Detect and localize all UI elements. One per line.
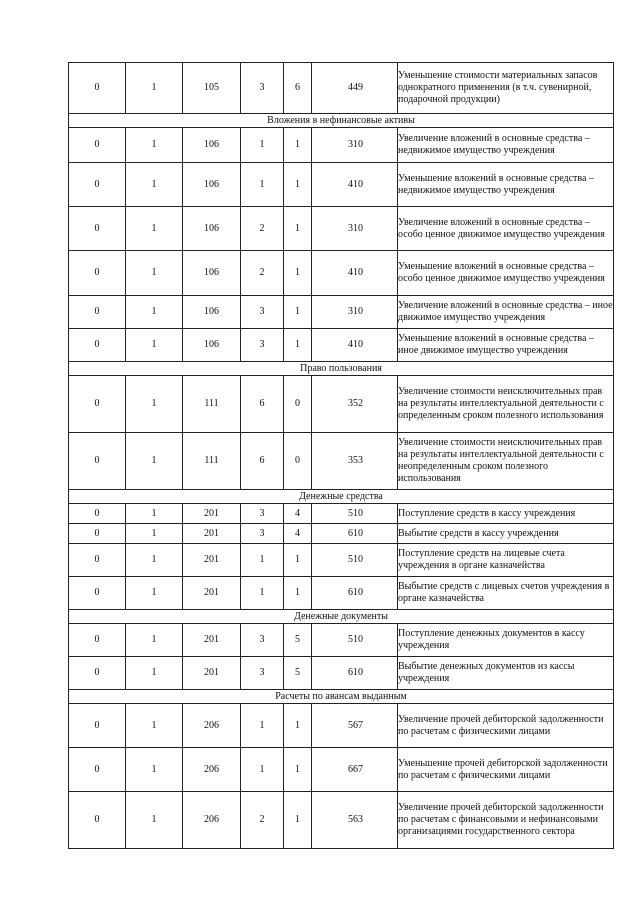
col-kfo: 0 bbox=[69, 624, 126, 657]
col-account: 201 bbox=[183, 504, 241, 524]
col-account: 111 bbox=[183, 376, 241, 433]
col-description: Выбытие средств в кассу учреждения bbox=[398, 524, 614, 544]
col-group: 1 bbox=[241, 748, 284, 792]
col-kfo: 0 bbox=[69, 251, 126, 296]
col-type: 1 bbox=[284, 704, 312, 748]
col-kosgu: 310 bbox=[312, 128, 398, 163]
col-kosgu: 563 bbox=[312, 792, 398, 849]
col-description: Уменьшение вложений в основные средства – особо ценное движимое имущество учреждения bbox=[398, 251, 614, 296]
col-type: 0 bbox=[284, 376, 312, 433]
col-type: 1 bbox=[284, 329, 312, 362]
col-kosgu: 510 bbox=[312, 504, 398, 524]
col-kfo: 0 bbox=[69, 792, 126, 849]
section-label: Денежные средства bbox=[69, 490, 614, 504]
col-account: 106 bbox=[183, 251, 241, 296]
section-label: Вложения в нефинансовые активы bbox=[69, 114, 614, 128]
col-kfo: 0 bbox=[69, 524, 126, 544]
section-row bbox=[69, 490, 614, 504]
col-group: 3 bbox=[241, 296, 284, 329]
col-kosgu: 410 bbox=[312, 163, 398, 207]
col-kfo: 0 bbox=[69, 376, 126, 433]
section-row bbox=[69, 114, 614, 128]
col-description: Увеличение вложений в основные средства – иное движимое имущество учреждения bbox=[398, 296, 614, 329]
col-type: 1 bbox=[284, 577, 312, 610]
col-kosgu: 610 bbox=[312, 657, 398, 690]
table-row bbox=[69, 207, 614, 251]
col-type: 0 bbox=[284, 433, 312, 490]
col-type: 1 bbox=[284, 128, 312, 163]
col-account: 106 bbox=[183, 296, 241, 329]
col-sub: 1 bbox=[126, 433, 183, 490]
col-group: 1 bbox=[241, 544, 284, 577]
col-kfo: 0 bbox=[69, 748, 126, 792]
col-description: Уменьшение стоимости материальных запасов однократного применения (в т.ч. сувенирной, подарочной продукции) bbox=[398, 63, 614, 114]
col-kosgu: 352 bbox=[312, 376, 398, 433]
col-group: 1 bbox=[241, 128, 284, 163]
col-kfo: 0 bbox=[69, 207, 126, 251]
table-row bbox=[69, 128, 614, 163]
col-type: 1 bbox=[284, 163, 312, 207]
section-row bbox=[69, 362, 614, 376]
table-row bbox=[69, 748, 614, 792]
col-group: 3 bbox=[241, 624, 284, 657]
col-account: 206 bbox=[183, 748, 241, 792]
table-row bbox=[69, 63, 614, 114]
col-group: 2 bbox=[241, 207, 284, 251]
table-row bbox=[69, 329, 614, 362]
table-row bbox=[69, 433, 614, 490]
col-description: Выбытие денежных документов из кассы учреждения bbox=[398, 657, 614, 690]
col-description: Поступление средств на лицевые счета учреждения в органе казначейства bbox=[398, 544, 614, 577]
col-sub: 1 bbox=[126, 163, 183, 207]
col-sub: 1 bbox=[126, 544, 183, 577]
col-type: 1 bbox=[284, 207, 312, 251]
col-group: 1 bbox=[241, 163, 284, 207]
table-row bbox=[69, 296, 614, 329]
col-kfo: 0 bbox=[69, 163, 126, 207]
col-group: 3 bbox=[241, 63, 284, 114]
col-kosgu: 610 bbox=[312, 577, 398, 610]
col-sub: 1 bbox=[126, 128, 183, 163]
col-description: Увеличение вложений в основные средства – особо ценное движимое имущество учреждения bbox=[398, 207, 614, 251]
col-account: 201 bbox=[183, 524, 241, 544]
col-type: 1 bbox=[284, 792, 312, 849]
col-account: 106 bbox=[183, 207, 241, 251]
col-group: 3 bbox=[241, 524, 284, 544]
col-kosgu: 510 bbox=[312, 544, 398, 577]
col-kosgu: 353 bbox=[312, 433, 398, 490]
table-row bbox=[69, 376, 614, 433]
col-type: 1 bbox=[284, 748, 312, 792]
col-group: 1 bbox=[241, 704, 284, 748]
col-type: 1 bbox=[284, 251, 312, 296]
col-description: Увеличение прочей дебиторской задолженности по расчетам с финансовыми и нефинансовыми организациями государственного сектора bbox=[398, 792, 614, 849]
table-body bbox=[69, 63, 614, 849]
col-group: 2 bbox=[241, 251, 284, 296]
col-kfo: 0 bbox=[69, 577, 126, 610]
col-sub: 1 bbox=[126, 524, 183, 544]
col-account: 201 bbox=[183, 657, 241, 690]
col-kosgu: 310 bbox=[312, 296, 398, 329]
col-description: Уменьшение прочей дебиторской задолженности по расчетам с физическими лицами bbox=[398, 748, 614, 792]
col-sub: 1 bbox=[126, 624, 183, 657]
col-group: 3 bbox=[241, 657, 284, 690]
col-account: 111 bbox=[183, 433, 241, 490]
col-kfo: 0 bbox=[69, 296, 126, 329]
col-kosgu: 667 bbox=[312, 748, 398, 792]
table-row bbox=[69, 251, 614, 296]
col-description: Увеличение стоимости неисключительных прав на результаты интеллектуальной деятельности с определенным сроком полезного использования bbox=[398, 376, 614, 433]
table-row bbox=[69, 504, 614, 524]
col-account: 201 bbox=[183, 577, 241, 610]
section-row bbox=[69, 610, 614, 624]
col-sub: 1 bbox=[126, 504, 183, 524]
col-type: 5 bbox=[284, 657, 312, 690]
table-row bbox=[69, 163, 614, 207]
col-kfo: 0 bbox=[69, 63, 126, 114]
col-group: 2 bbox=[241, 792, 284, 849]
col-sub: 1 bbox=[126, 376, 183, 433]
col-description: Увеличение стоимости неисключительных прав на результаты интеллектуальной деятельности с неопределенным сроком полезного использования bbox=[398, 433, 614, 490]
col-kfo: 0 bbox=[69, 433, 126, 490]
col-kfo: 0 bbox=[69, 544, 126, 577]
table-row bbox=[69, 544, 614, 577]
col-kfo: 0 bbox=[69, 329, 126, 362]
section-label: Право пользования bbox=[69, 362, 614, 376]
col-sub: 1 bbox=[126, 704, 183, 748]
col-kosgu: 310 bbox=[312, 207, 398, 251]
table-row bbox=[69, 792, 614, 849]
col-sub: 1 bbox=[126, 577, 183, 610]
col-description: Уменьшение вложений в основные средства – иное движимое имущество учреждения bbox=[398, 329, 614, 362]
col-account: 106 bbox=[183, 163, 241, 207]
col-account: 206 bbox=[183, 704, 241, 748]
col-sub: 1 bbox=[126, 792, 183, 849]
col-sub: 1 bbox=[126, 251, 183, 296]
col-kfo: 0 bbox=[69, 704, 126, 748]
col-description: Поступление денежных документов в кассу учреждения bbox=[398, 624, 614, 657]
col-kosgu: 610 bbox=[312, 524, 398, 544]
col-account: 201 bbox=[183, 624, 241, 657]
col-sub: 1 bbox=[126, 296, 183, 329]
section-label: Денежные документы bbox=[69, 610, 614, 624]
col-group: 6 bbox=[241, 376, 284, 433]
table-row bbox=[69, 704, 614, 748]
col-sub: 1 bbox=[126, 63, 183, 114]
col-sub: 1 bbox=[126, 657, 183, 690]
section-label: Расчеты по авансам выданным bbox=[69, 690, 614, 704]
col-group: 3 bbox=[241, 504, 284, 524]
col-kfo: 0 bbox=[69, 657, 126, 690]
col-kfo: 0 bbox=[69, 128, 126, 163]
col-description: Выбытие средств с лицевых счетов учреждения в органе казначейства bbox=[398, 577, 614, 610]
col-account: 105 bbox=[183, 63, 241, 114]
section-row bbox=[69, 690, 614, 704]
col-description: Увеличение вложений в основные средства – недвижимое имущество учреждения bbox=[398, 128, 614, 163]
table-row bbox=[69, 524, 614, 544]
col-type: 1 bbox=[284, 544, 312, 577]
col-kosgu: 410 bbox=[312, 329, 398, 362]
col-group: 6 bbox=[241, 433, 284, 490]
col-type: 5 bbox=[284, 624, 312, 657]
col-type: 6 bbox=[284, 63, 312, 114]
col-description: Уменьшение вложений в основные средства – недвижимое имущество учреждения bbox=[398, 163, 614, 207]
col-description: Увеличение прочей дебиторской задолженности по расчетам с физическими лицами bbox=[398, 704, 614, 748]
col-type: 4 bbox=[284, 524, 312, 544]
table-row bbox=[69, 657, 614, 690]
col-kosgu: 449 bbox=[312, 63, 398, 114]
col-account: 106 bbox=[183, 128, 241, 163]
col-kfo: 0 bbox=[69, 504, 126, 524]
col-type: 4 bbox=[284, 504, 312, 524]
col-sub: 1 bbox=[126, 748, 183, 792]
col-description: Поступление средств в кассу учреждения bbox=[398, 504, 614, 524]
col-account: 206 bbox=[183, 792, 241, 849]
table-row bbox=[69, 577, 614, 610]
accounts-table bbox=[68, 62, 614, 849]
col-type: 1 bbox=[284, 296, 312, 329]
table-row bbox=[69, 624, 614, 657]
col-sub: 1 bbox=[126, 207, 183, 251]
col-kosgu: 510 bbox=[312, 624, 398, 657]
col-account: 201 bbox=[183, 544, 241, 577]
col-kosgu: 567 bbox=[312, 704, 398, 748]
col-group: 3 bbox=[241, 329, 284, 362]
col-sub: 1 bbox=[126, 329, 183, 362]
col-group: 1 bbox=[241, 577, 284, 610]
col-account: 106 bbox=[183, 329, 241, 362]
col-kosgu: 410 bbox=[312, 251, 398, 296]
